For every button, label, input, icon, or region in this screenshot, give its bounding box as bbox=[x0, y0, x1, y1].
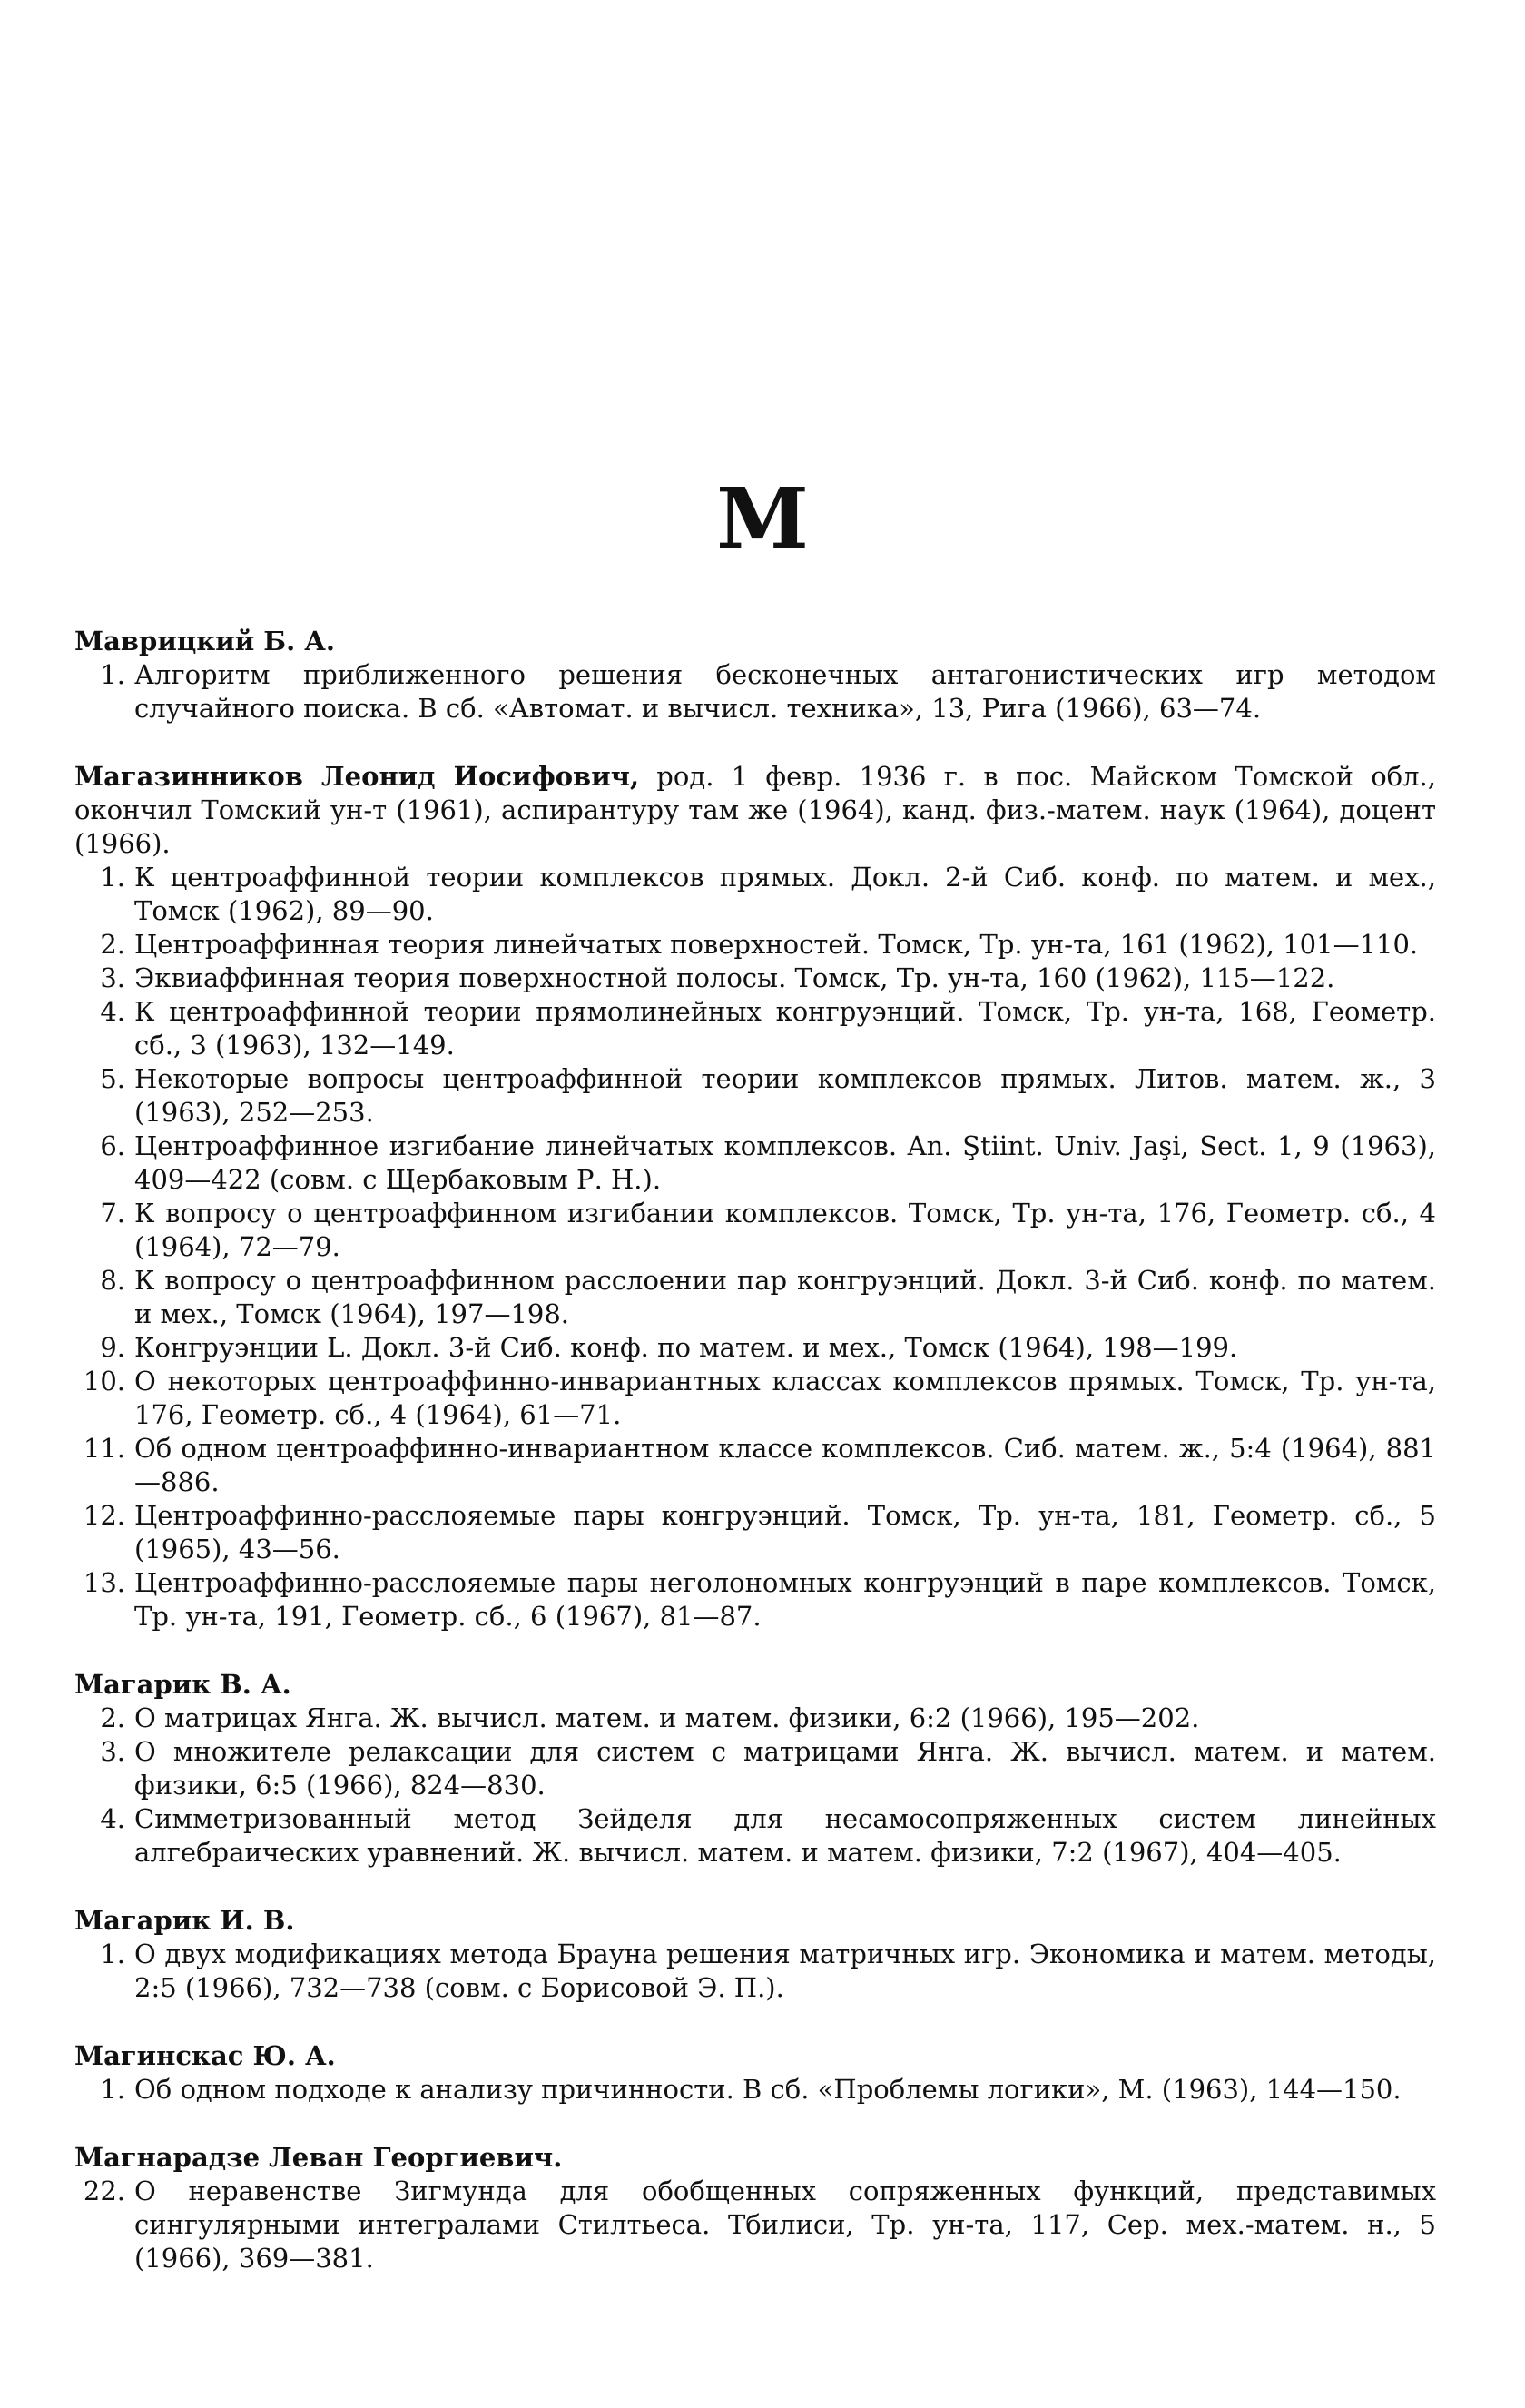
author-name: Магазинников Леонид Иосифович, bbox=[74, 761, 640, 792]
publication-text: Эквиаффинная теория поверхностной полосы. Томск, Тр. ун-та, 160 (1962), 115—122. bbox=[134, 962, 1335, 993]
publication-text: К центроаффинной теории комплексов прямых. Докл. 2-й Сиб. конф. по матем. и мех., Томск (1962), 89—90. bbox=[134, 862, 1436, 926]
author-bio-paragraph bbox=[74, 760, 1436, 861]
publication-item bbox=[74, 1566, 1436, 1633]
publication-text: Алгоритм приближенного решения бесконечных антагонистических игр методом случайного поиска. В сб. «Автомат. и вычисл. техника», 13, Рига (1966), 63—74. bbox=[134, 659, 1436, 724]
publication-item bbox=[74, 1331, 1436, 1365]
author-entry bbox=[74, 2141, 1436, 2275]
publication-text: Об одном подходе к анализу причинности. В сб. «Проблемы логики», М. (1963), 144—150. bbox=[134, 2074, 1402, 2105]
publication-number: 2. bbox=[100, 929, 125, 960]
publication-text: Симметризованный метод Зейделя для несамосопряженных систем линейных алгебраических уравнений. Ж. вычисл. матем. и матем. физики, 7:2 (1967), 404—405. bbox=[134, 1803, 1436, 1868]
author-bio: род. 1 февр. 1936 г. в пос. Майском Томской обл., окончил Томский ун-т (1961), аспирантуру там же (1964), канд. физ.-матем. наук (1964), доцент (1966). bbox=[74, 761, 1436, 859]
publication-item bbox=[74, 1938, 1436, 2005]
publication-number: 5. bbox=[100, 1063, 125, 1094]
publication-text: О матрицах Янга. Ж. вычисл. матем. и матем. физики, 6:2 (1966), 195—202. bbox=[134, 1702, 1200, 1733]
author-name: Магарик И. В. bbox=[74, 1905, 295, 1936]
publication-item bbox=[74, 658, 1436, 725]
author-entry bbox=[74, 1904, 1436, 2005]
author-entry bbox=[74, 625, 1436, 725]
publication-text: О множителе релаксации для систем с матрицами Янга. Ж. вычисл. матем. и матем. физики, 6:5 (1966), 824—830. bbox=[134, 1736, 1436, 1801]
publication-number: 3. bbox=[100, 1736, 125, 1767]
publication-item bbox=[74, 1197, 1436, 1264]
publication-item bbox=[74, 2073, 1436, 2107]
publication-text: Центроаффинная теория линейчатых поверхностей. Томск, Тр. ун-та, 161 (1962), 101—110. bbox=[134, 929, 1419, 960]
publication-number: 12. bbox=[83, 1500, 125, 1531]
publication-number: 9. bbox=[100, 1332, 125, 1363]
publication-item bbox=[74, 1062, 1436, 1130]
publication-number: 3. bbox=[100, 962, 125, 993]
publication-text: К вопросу о центроаффинном изгибании комплексов. Томск, Тр. ун-та, 176, Геометр. сб., 4 (1964), 72—79. bbox=[134, 1198, 1436, 1262]
publication-number: 1. bbox=[100, 659, 125, 690]
publication-text: Центроаффинное изгибание линейчатых комплексов. An. Ştiint. Univ. Jaşi, Sect. 1, 9 (1963), 409—422 (совм. с Щербаковым Р. Н.). bbox=[134, 1130, 1436, 1195]
publication-text: Центроаффинно-расслояемые пары конгруэнций. Томск, Тр. ун-та, 181, Геометр. сб., 5 (1965), 43—56. bbox=[134, 1500, 1436, 1564]
author-name: Магнарадзе Леван Георгиевич. bbox=[74, 2142, 563, 2173]
publication-number: 13. bbox=[83, 1567, 125, 1598]
publication-number: 7. bbox=[100, 1198, 125, 1229]
publication-item bbox=[74, 1735, 1436, 1802]
publication-item bbox=[74, 861, 1436, 928]
publication-number: 1. bbox=[100, 1939, 125, 1969]
publication-text: О неравенстве Зигмунда для обобщенных сопряженных функций, представимых сингулярными интегралами Стилтьеса. Тбилиси, Тр. ун-та, 117, Сер. мех.-матем. н., 5 (1966), 369—381. bbox=[134, 2176, 1436, 2274]
publication-number: 22. bbox=[83, 2176, 125, 2206]
author-entry bbox=[74, 760, 1436, 1633]
publication-number: 10. bbox=[83, 1366, 125, 1396]
publication-number: 1. bbox=[100, 862, 125, 893]
publication-item bbox=[74, 1702, 1436, 1735]
publication-text: Конгруэнции L. Докл. 3-й Сиб. конф. по матем. и мех., Томск (1964), 198—199. bbox=[134, 1332, 1238, 1363]
publication-number: 8. bbox=[100, 1265, 125, 1296]
publication-item bbox=[74, 962, 1436, 995]
section-letter: М bbox=[716, 469, 809, 567]
publication-text: Некоторые вопросы центроаффинной теории комплексов прямых. Литов. матем. ж., 3 (1963), 252—253. bbox=[134, 1063, 1436, 1128]
author-entry bbox=[74, 1668, 1436, 1870]
publication-item bbox=[74, 995, 1436, 1062]
publication-text: К центроаффинной теории прямолинейных конгруэнций. Томск, Тр. ун-та, 168, Геометр. сб., 3 (1963), 132—149. bbox=[134, 996, 1436, 1061]
publication-item bbox=[74, 1499, 1436, 1566]
bibliography bbox=[74, 625, 1436, 2310]
publication-text: Об одном центроаффинно-инвариантном классе комплексов. Сиб. матем. ж., 5:4 (1964), 881—886. bbox=[134, 1433, 1436, 1497]
publication-item bbox=[74, 1264, 1436, 1331]
publication-text: О двух модификациях метода Брауна решения матричных игр. Экономика и матем. методы, 2:5 (1966), 732—738 (совм. с Борисовой Э. П.). bbox=[134, 1939, 1436, 2003]
author-entry bbox=[74, 2039, 1436, 2107]
author-name: Маврицкий Б. А. bbox=[74, 626, 335, 656]
publication-number: 4. bbox=[100, 996, 125, 1027]
publication-item bbox=[74, 928, 1436, 962]
publication-number: 2. bbox=[100, 1702, 125, 1733]
publication-text: К вопросу о центроаффинном расслоении пар конгруэнций. Докл. 3-й Сиб. конф. по матем. и мех., Томск (1964), 197—198. bbox=[134, 1265, 1436, 1329]
publication-number: 1. bbox=[100, 2074, 125, 2105]
publication-item bbox=[74, 1432, 1436, 1499]
publication-item bbox=[74, 1130, 1436, 1197]
publication-number: 4. bbox=[100, 1803, 125, 1834]
publication-item bbox=[74, 1802, 1436, 1870]
publication-number: 6. bbox=[100, 1130, 125, 1161]
publication-number: 11. bbox=[83, 1433, 125, 1464]
publication-text: О некоторых центроаффинно-инвариантных классах комплексов прямых. Томск, Тр. ун-та, 176, Геометр. сб., 4 (1964), 61—71. bbox=[134, 1366, 1436, 1430]
author-name: Магарик В. А. bbox=[74, 1669, 291, 1700]
publication-text: Центроаффинно-расслояемые пары неголономных конгруэнций в паре комплексов. Томск, Тр. ун-та, 191, Геометр. сб., 6 (1967), 81—87. bbox=[134, 1567, 1436, 1632]
publication-item bbox=[74, 2175, 1436, 2275]
author-name: Магинскас Ю. А. bbox=[74, 2040, 336, 2071]
publication-item bbox=[74, 1365, 1436, 1432]
